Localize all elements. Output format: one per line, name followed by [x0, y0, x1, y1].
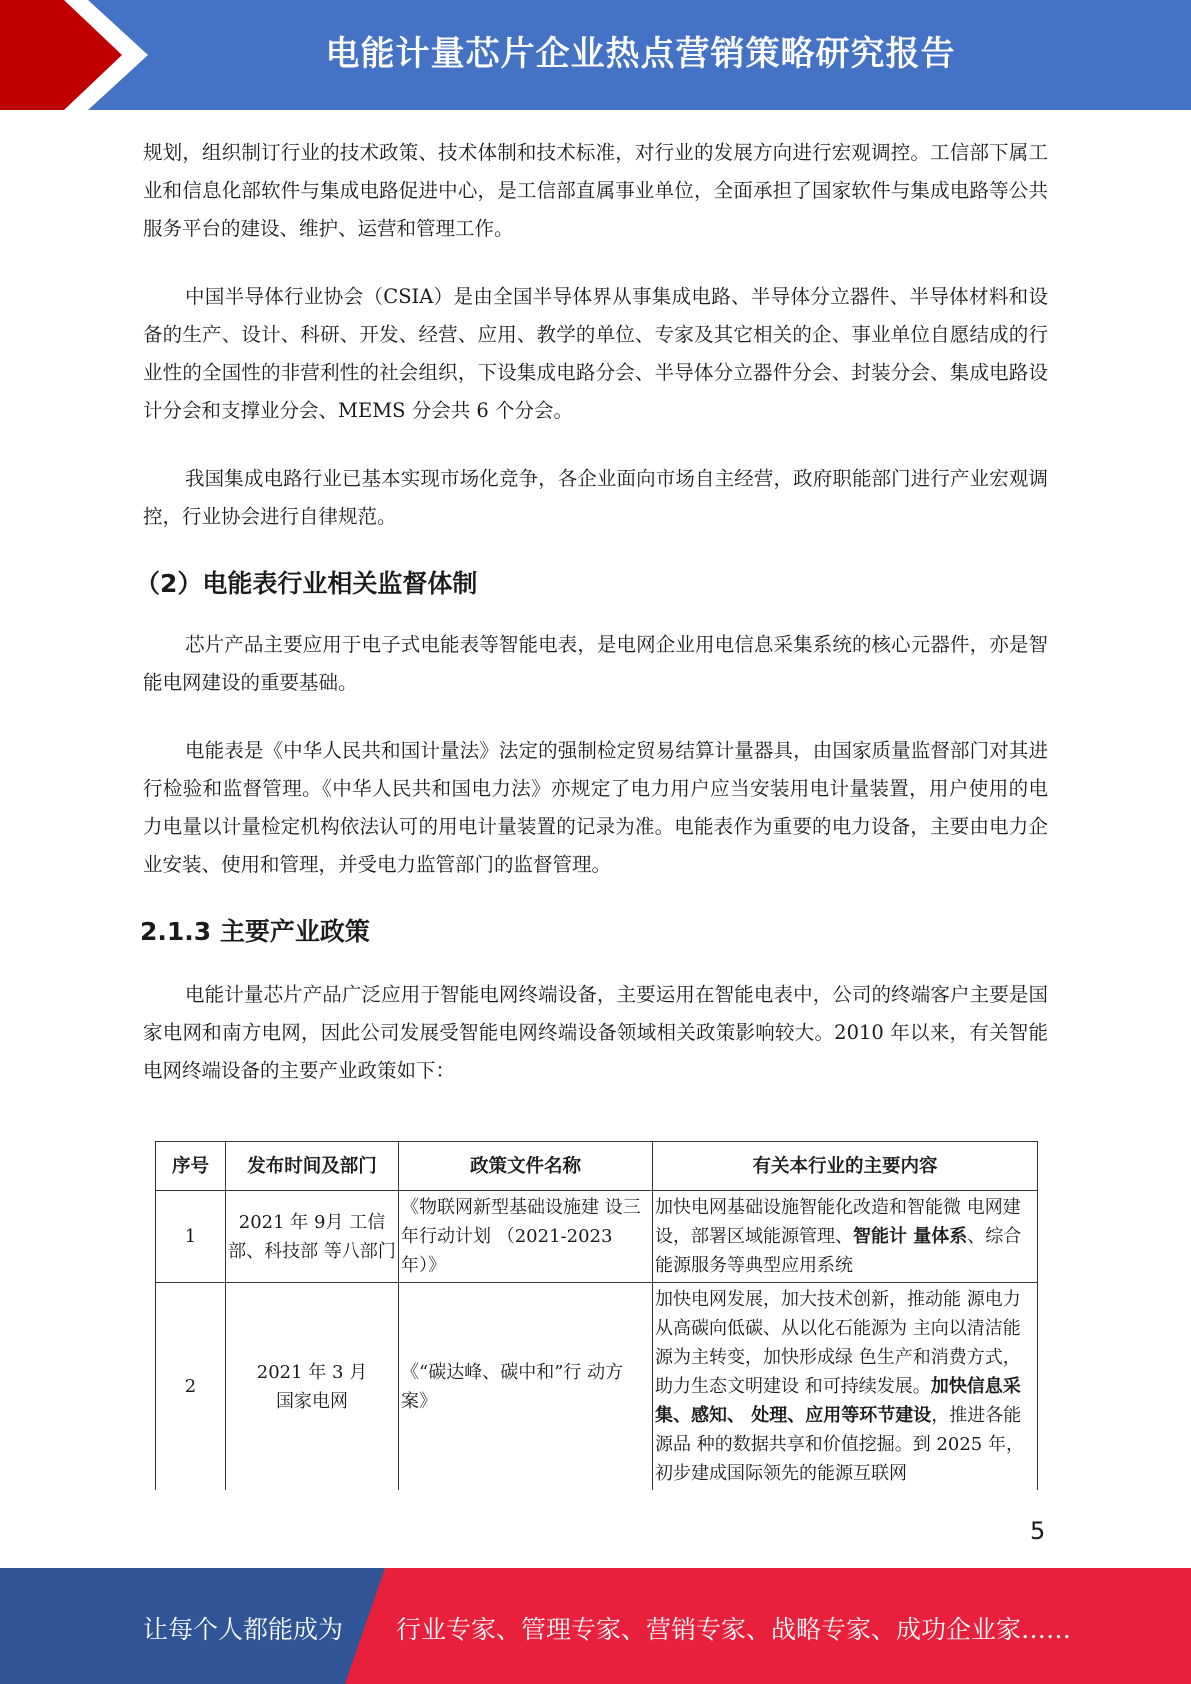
table-cell-time-dept: 2021 年 9月 工信部、科技部 等八部门 — [226, 1191, 399, 1283]
paragraph: 电能表是《中华人民共和国计量法》法定的强制检定贸易结算计量器具，由国家质量监督部门对其进行检验和监督管理。《中华人民共和国电力法》亦规定了电力用户应当安装用电计量装置，用户使用的电力电量以计量检定机构依法认可的用电计量装置的记录为准。电能表作为重要的电力设备，主要由电力企业安装、使用和管理，并受电力监管部门的监督管理。 — [143, 739, 1048, 876]
section-heading: 2.1.3 主要产业政策 — [140, 917, 370, 946]
content-text: ，推进各能源品 种的数据共享和价值挖掘。到 2025 年， 初步建成国际领先的能源互联网 — [655, 1405, 1024, 1484]
table-row — [156, 1191, 1038, 1283]
table-cell-doc: 《“碳达峰、碳中和”行 动方案》 — [399, 1283, 653, 1491]
table-row — [156, 1283, 1038, 1491]
column-header: 序号 — [156, 1142, 226, 1191]
column-header: 有关本行业的主要内容 — [653, 1142, 1038, 1191]
column-header: 政策文件名称 — [399, 1142, 653, 1191]
column-header: 发布时间及部门 — [226, 1142, 399, 1191]
report-title: 电能计量芯片企业热点营销策略研究报告 — [325, 34, 956, 74]
content-text: 加快电网发展，加大技术创新，推动能 源电力从高碳向低碳、从以化石能源为 主向以清洁能源为主转变，加快形成绿 色生产和消费方式，助力生态文明建设 和可持续发展。 — [655, 1289, 1021, 1397]
subsection-heading: （2）电能表行业相关监督体制 — [135, 569, 478, 598]
policy-table — [155, 1141, 1038, 1490]
footer-slogan-right: 行业专家、管理专家、营销专家、战略专家、成功企业家…… — [396, 1615, 1072, 1644]
page-header — [0, 0, 1191, 110]
table-header-row — [156, 1142, 1038, 1191]
table-cell-content — [653, 1283, 1038, 1491]
page-number: 5 — [1030, 1517, 1046, 1545]
paragraph: 中国半导体行业协会（CSIA）是由全国半导体界从事集成电路、半导体分立器件、半导体材料和设备的生产、设计、科研、开发、经营、应用、教学的单位、专家及其它相关的企、事业单位自愿结成的行业性的全国性的非营利性的社会组织，下设集成电路分会、半导体分立器件分会、封装分会、集成电路设计分会和支撑业分会、MEMS 分会共 6 个分会。 — [143, 285, 1048, 422]
footer-slogan-left: 让每个人都能成为 — [143, 1615, 344, 1644]
table-cell-content — [653, 1191, 1038, 1283]
page-footer — [0, 1568, 1191, 1684]
paragraph: 芯片产品主要应用于电子式电能表等智能电表，是电网企业用电信息采集系统的核心元器件，亦是智能电网建设的重要基础。 — [143, 633, 1048, 694]
cell-time: 2021 年 3 月 — [256, 1361, 368, 1383]
table-cell-no: 1 — [156, 1191, 226, 1283]
content-text: 加快电网基础设施智能化改造和智能微 电网建设，部署区域能源管理、 — [655, 1197, 1021, 1247]
table-cell-no: 2 — [156, 1283, 226, 1491]
paragraph: 我国集成电路行业已基本实现市场化竞争，各企业面向市场自主经营，政府职能部门进行产业宏观调控，行业协会进行自律规范。 — [143, 467, 1048, 528]
content-highlight: 加快信息采集、感知、 处理、应用等环节建设 — [655, 1376, 1021, 1426]
content-highlight: 智能计 量体系 — [853, 1226, 968, 1247]
page-content — [135, 134, 1048, 1120]
cell-dept: 国家电网 — [276, 1390, 348, 1412]
paragraph: 规划，组织制订行业的技术政策、技术体制和技术标准，对行业的发展方向进行宏观调控。工信部下属工业和信息化部软件与集成电路促进中心，是工信部直属事业单位，全面承担了国家软件与集成电路等公共服务平台的建设、维护、运营和管理工作。 — [143, 141, 1048, 240]
content-text: 、综合能源服务等典型应用系统 — [655, 1226, 1022, 1276]
paragraph: 电能计量芯片产品广泛应用于智能电网终端设备，主要运用在智能电表中，公司的终端客户主要是国家电网和南方电网，因此公司发展受智能电网终端设备领域相关政策影响较大。2010 年以来，有关智能电网终端设备的主要产业政策如下： — [143, 983, 1048, 1082]
table-cell-doc: 《物联网新型基础设施建 设三年行动计划 （2021-2023 年）》 — [399, 1191, 653, 1283]
table-cell-time-dept — [226, 1283, 399, 1491]
